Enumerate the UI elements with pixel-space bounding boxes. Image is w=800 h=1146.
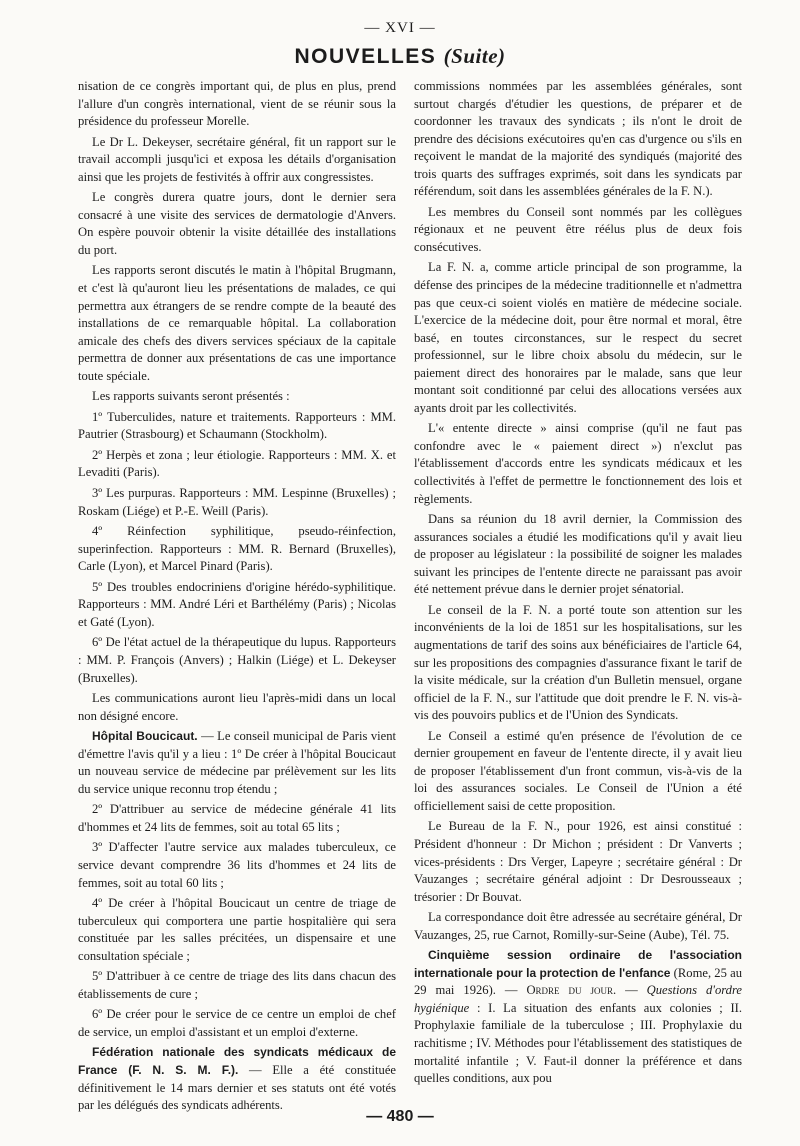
paragraph: 2º D'attribuer au service de médecine générale 41 lits d'hommes et 24 lits de femmes, soit au total 65 lits ; — [78, 802, 396, 834]
emphasis: Questions d'ordre hygiénique — [414, 983, 742, 1015]
right-column — [414, 78, 742, 1118]
paragraph: commissions nommées par les assemblées générales, sont surtout chargés d'étudier les questions, de préparer et de coordonner les travaux des syndicats ; ils n'ont le droit de prendre des décisions exécutoires qu'en cas d'urgence ou s'ils en reçoivent le mandat de la majorité des syndiqués (majorité des trois quarts des suffrages exprimés, soit dans les syndicats par référendum, soit dans les assemblées générales de la F. N.). — [414, 79, 742, 199]
paragraph: 5º D'attribuer à ce centre de triage des lits dans chacun des établissements de cure ; — [78, 969, 396, 1001]
text-run: : I. La situation des enfants aux colonies ; II. Prophylaxie familiale de la tuberculose ; III. Prophylaxie du rachitisme ; IV. Méthodes pour l'établissement des statistiques de mortalité infantile ; V. Faut-il donner la préférence et dans quelles conditions, aux pou — [414, 1000, 742, 1086]
paragraph: Les communications auront lieu l'après-midi dans un local non désigné encore. — [78, 691, 396, 723]
paragraph: Les rapports suivants seront présentés : — [92, 389, 290, 404]
news-heading: Hôpital Boucicaut. — [92, 729, 198, 744]
paragraph: 6º De l'état actuel de la thérapeutique du lupus. Rapporteurs : MM. P. François (Anvers) ; Halkin (Liége) et L. Dekeyser (Bruxelles). — [78, 635, 396, 685]
left-column — [78, 78, 396, 1118]
paragraph: Dans sa réunion du 18 avril dernier, la Commission des assurances sociales a étudié les modifications qu'il y avait lieu de proposer au législateur : la possibilité de soigner les malades suivant les principes de l'entente directe ne paraissant pas avoir été nettement prévue dans le dernier projet sénatorial. — [414, 512, 742, 597]
paragraph: 4º De créer à l'hôpital Boucicaut un centre de triage de tuberculeux qui comportera une partie hospitalière qui sera constituée par les salles précitées, un dispensaire et une consultation spéciale ; — [78, 896, 396, 963]
paragraph: 4º Réinfection syphilitique, pseudo-réinfection, superinfection. Rapporteurs : MM. R. Bernard (Bruxelles), Carle (Lyon), et Marcel Pinard (Paris). — [78, 524, 396, 574]
news-text: — Elle a été constituée définitivement le 14 mars dernier et ses statuts ont été votés par les délégués des syndicats adhérents. — [78, 1062, 396, 1113]
paragraph: Le Bureau de la F. N., pour 1926, est ainsi constitué : Président d'honneur : Dr Michon ; président : Dr Vanverts ; vices-présidents : Drs Verger, Lapeyre ; secrétaire général : Dr Vauzanges ; secrétaire général adjoint : Dr Desrousseaux ; trésorier : Dr Bouvat. — [414, 819, 742, 904]
paragraph: nisation de ce congrès important qui, de plus en plus, prend l'allure d'un congrès international, vient de se réunir sous la présidence du professeur Morelle. — [78, 79, 396, 129]
paragraph: La correspondance doit être adressée au secrétaire général, Dr Vauzanges, 25, rue Carnot, Romilly-sur-Seine (Aube), Tél. 75. — [414, 910, 742, 942]
paragraph: La F. N. a, comme article principal de son programme, la défense des principes de la médecine traditionnelle et n'admettra pas que ceux-ci soient violés en matière de médecine sociale. L'exercice de la médecine doit, pour être normal et moral, être basé, en toutes circonstances, sur le respect du secret professionnel, sur le libre choix absolu du médecin, sur le paiement direct des honoraires par le malade, sans que leur montant soit conditionné par celui des allocations versées aux ayants droit par les collectivités. — [414, 260, 742, 415]
paragraph: Le Dr L. Dekeyser, secrétaire général, fit un rapport sur le travail accompli jusqu'ici et exposa les détails d'organisation ainsi que les projets de festivités à offrir aux congressistes. — [78, 134, 396, 184]
news-item-hopital-boucicaut — [78, 728, 396, 798]
text-run: — — [616, 983, 647, 998]
paragraph: 3º D'affecter l'autre service aux malades tuberculeux, ce service devant comprendre 36 lits d'hommes et 24 lits de femmes, soit au total 60 lits ; — [78, 840, 396, 890]
ordre-du-jour: Ordre du jour. — [526, 983, 617, 998]
news-text: — Le conseil municipal de Paris vient d'émettre l'avis qu'il y a lieu : 1º De créer à l'hôpital Boucicaut un nouveau service de médecine par prélèvement sur les lits du service unique reconnu trop étendu ; — [78, 729, 396, 796]
paragraph: 6º De créer pour le service de ce centre un emploi de chef de service, un emploi d'assistant et un emploi d'externe. — [78, 1007, 396, 1039]
paragraph: Le Conseil a estimé qu'en présence de l'évolution de ce dernier groupement en faveur de l'entente directe, il y avait lieu de proposer l'établissement d'un front commun, vis-à-vis de la loi des assurances sociales. Le Conseil de l'Union a été officiellement saisi de cette proposition. — [414, 728, 742, 813]
paragraph: 3º Les purpuras. Rapporteurs : MM. Lespinne (Bruxelles) ; Roskam (Liége) et P.-E. Weill (Paris). — [78, 486, 396, 518]
news-heading: Cinquième session ordinaire de l'association internationale pour la protection de l'enfance — [414, 948, 742, 980]
paragraph: Le congrès durera quatre jours, dont le dernier sera consacré à une visite des services de dermatologie d'Anvers. On espère pouvoir obtenir la visite détaillée des installations du port. — [78, 190, 396, 257]
paragraph: 1º Tuberculides, nature et traitements. Rapporteurs : MM. Pautrier (Strasbourg) et Schaumann (Stockholm). — [78, 409, 396, 442]
paragraph: 2º Herpès et zona ; leur étiologie. Rapporteurs : MM. X. et Levaditi (Paris). — [78, 447, 396, 480]
paragraph: L'« entente directe » ainsi comprise (qu'il ne faut pas confondre avec le « paiement direct ») n'exclut pas l'établissement d'accords entre les syndicats médicaux et les collectivités à l'effet de permettre le fonctionnement des lois et règlements. — [414, 421, 742, 506]
paragraph: Les rapports seront discutés le matin à l'hôpital Brugmann, et c'est là qu'auront lieu les présentations de malades, ce qui permettra aux étrangers de se rendre compte de la beauté des installations de ce remarquable hôpital. La collaboration amicale des chefs des divers services spéciaux de la capitale permettra de donner aux présentations de cas une importance toute spéciale. — [78, 263, 396, 383]
section-title: NOUVELLES — [294, 45, 437, 68]
paragraph: Le conseil de la F. N. a porté toute son attention sur les inconvénients de la loi de 1851 sur les hospitalisations, sur les augmentations de tarif des soins aux bénéficiaires de l'article 64, sur les propositions des compagnies d'assurance fixant le tarif de la visite médicale, sur la création d'un Bulletin mensuel, organe officiel de la F. N., sur l'attitude que doit prendre le F. N. vis-à-vis des pouvoirs publics et de l'Union des Syndicats. — [414, 602, 742, 723]
news-item-federation — [78, 1044, 396, 1114]
section-subtitle: (Suite) — [443, 44, 506, 68]
paragraph: 5º Des troubles endocriniens d'origine hérédo-syphilitique. Rapporteurs : MM. André Léri et Barthélémy (Paris) ; Nicolas et Gaté (Lyon). — [78, 579, 396, 629]
page-number-roman: — XVI — — [364, 20, 436, 36]
text-run: (Rome, 25 au 29 mai 1926). — — [414, 965, 742, 998]
page-number: — 480 — — [366, 1108, 434, 1125]
news-heading: Fédération nationale des syndicats médicaux de France (F. N. S. M. F.). — [78, 1045, 396, 1077]
section-header — [0, 44, 800, 69]
news-item-enfance — [414, 947, 742, 1087]
paragraph: Les membres du Conseil sont nommés par les collègues régionaux et ne peuvent être réélus plus de deux fois consécutives. — [414, 204, 742, 254]
